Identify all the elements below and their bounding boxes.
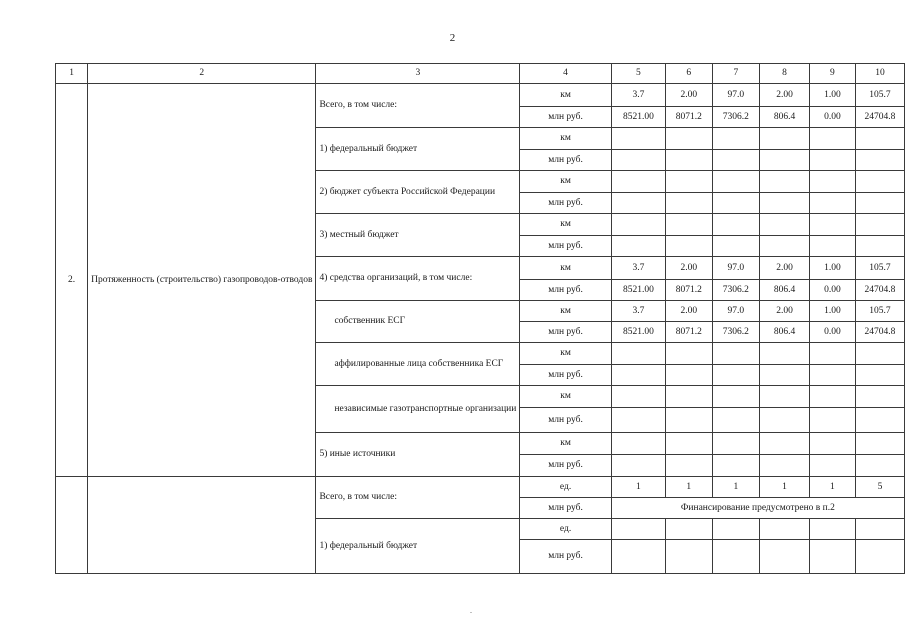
cell-value: 97.0 (712, 257, 760, 280)
col-header-8: 8 (760, 64, 810, 84)
row-label-local: 3) местный бюджет (316, 214, 520, 257)
cell-value: 8521.00 (611, 280, 665, 301)
row-label-independent: независимые газотранспортные организации (316, 386, 520, 433)
cell-value: 24704.8 (855, 322, 904, 343)
page-number: 2 (449, 32, 456, 44)
cell-value: 0.00 (809, 322, 855, 343)
cell-value: 3.7 (611, 301, 665, 322)
unit-mln: млн руб. (520, 455, 611, 477)
financing-note: Финансирование предусмотрено в п.2 (611, 498, 904, 519)
row-label-federal: 1) федеральный бюджет (316, 128, 520, 171)
cell-value: 8071.2 (666, 322, 712, 343)
cell-value: 1 (760, 477, 810, 498)
cell-value: 8071.2 (666, 107, 712, 128)
cell-value: 3.7 (611, 257, 665, 280)
unit-mln: млн руб. (520, 540, 611, 574)
cell-value: 2.00 (666, 301, 712, 322)
cell-value: 2.00 (760, 84, 810, 107)
unit-mln: млн руб. (520, 236, 611, 257)
row-label-other: 5) иные источники (316, 433, 520, 477)
cell-value: 5 (855, 477, 904, 498)
cell-value: 97.0 (712, 84, 760, 107)
cell-value: 1 (809, 477, 855, 498)
cell-value: 24704.8 (855, 107, 904, 128)
col-header-5: 5 (611, 64, 665, 84)
cell-value: 7306.2 (712, 322, 760, 343)
unit-mln: млн руб. (520, 107, 611, 128)
item-number: 2. (56, 84, 88, 477)
cell-value: 8071.2 (666, 280, 712, 301)
unit-km: км (520, 433, 611, 455)
col-header-6: 6 (666, 64, 712, 84)
col-header-7: 7 (712, 64, 760, 84)
table-row (56, 477, 905, 498)
unit-km: км (520, 257, 611, 280)
row-label-total-2: Всего, в том числе: (316, 477, 520, 519)
item-name: Протяженность (строительство) газопроводов-отводов (88, 84, 316, 477)
unit-mln: млн руб. (520, 280, 611, 301)
col-header-2: 2 (88, 64, 316, 84)
scan-speck (470, 612, 472, 613)
unit-km: км (520, 128, 611, 150)
cell-value: 0.00 (809, 280, 855, 301)
cell-value: 7306.2 (712, 107, 760, 128)
col-header-1: 1 (56, 64, 88, 84)
unit-km: км (520, 386, 611, 408)
row-label-subject: 2) бюджет субъекта Российской Федерации (316, 171, 520, 214)
cell-value: 0.00 (809, 107, 855, 128)
cell-value: 97.0 (712, 301, 760, 322)
cell-value: 806.4 (760, 322, 810, 343)
unit-mln: млн руб. (520, 365, 611, 386)
unit-mln: млн руб. (520, 498, 611, 519)
cell-value: 1 (712, 477, 760, 498)
row-label-organizations: 4) средства организаций, в том числе: (316, 257, 520, 301)
unit-ed: ед. (520, 477, 611, 498)
cell-value: 806.4 (760, 107, 810, 128)
unit-km: км (520, 214, 611, 236)
col-header-10: 10 (855, 64, 904, 84)
unit-km: км (520, 171, 611, 193)
cell-value: 8521.00 (611, 107, 665, 128)
cell-value: 1 (611, 477, 665, 498)
cell-value: 8521.00 (611, 322, 665, 343)
row-label-total: Всего, в том числе: (316, 84, 520, 128)
cell-value: 2.00 (666, 257, 712, 280)
col-header-4: 4 (520, 64, 611, 84)
unit-mln: млн руб. (520, 150, 611, 171)
cell-value: 3.7 (611, 84, 665, 107)
row-label-federal-2: 1) федеральный бюджет (316, 519, 520, 574)
cell-value: 1 (666, 477, 712, 498)
cell-value: 2.00 (760, 257, 810, 280)
header-row (56, 64, 905, 84)
unit-mln: млн руб. (520, 322, 611, 343)
cell-value: 2.00 (666, 84, 712, 107)
unit-ed: ед. (520, 519, 611, 540)
unit-km: км (520, 84, 611, 107)
cell-value: 7306.2 (712, 280, 760, 301)
cell-value: 1.00 (809, 301, 855, 322)
cell-value: 105.7 (855, 84, 904, 107)
unit-km: км (520, 343, 611, 365)
row-label-owner: собственник ЕСГ (316, 301, 520, 343)
unit-mln: млн руб. (520, 408, 611, 433)
cell-value: 24704.8 (855, 280, 904, 301)
col-header-3: 3 (316, 64, 520, 84)
table-row (56, 84, 905, 107)
unit-km: км (520, 301, 611, 322)
cell-value: 105.7 (855, 301, 904, 322)
cell-value: 2.00 (760, 301, 810, 322)
budget-table (55, 63, 905, 574)
cell-value: 1.00 (809, 257, 855, 280)
cell-value: 1.00 (809, 84, 855, 107)
unit-mln: млн руб. (520, 193, 611, 214)
col-header-9: 9 (809, 64, 855, 84)
cell-value: 806.4 (760, 280, 810, 301)
row-label-affiliated: аффилированные лица собственника ЕСГ (316, 343, 520, 386)
cell-value: 105.7 (855, 257, 904, 280)
